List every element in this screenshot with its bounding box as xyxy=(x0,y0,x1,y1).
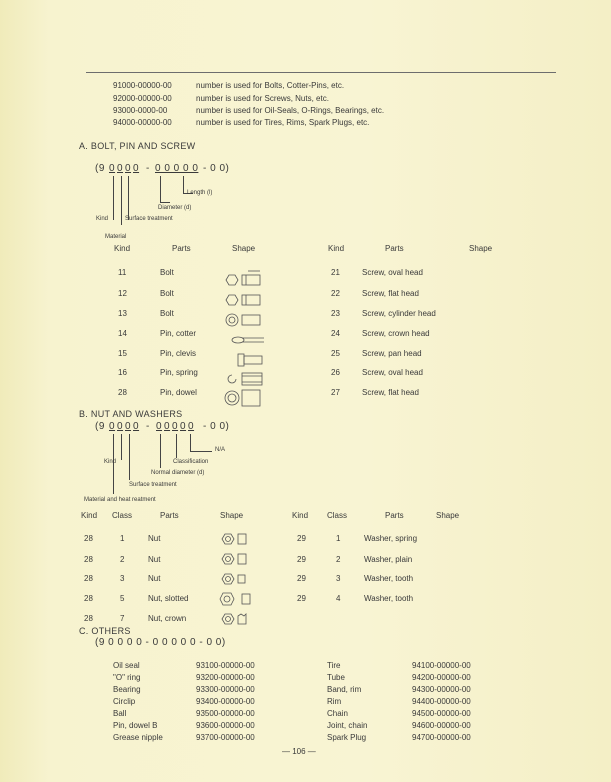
row-name: Ball xyxy=(113,709,127,718)
code-digit: 0 xyxy=(109,421,116,432)
code-digit: 0 xyxy=(164,421,171,432)
header-desc: number is used for Screws, Nuts, etc. xyxy=(196,94,329,103)
row-kind: 29 xyxy=(297,555,306,564)
row-name: Spark Plug xyxy=(327,733,367,742)
row-part: Washer, tooth xyxy=(364,574,414,583)
label-surface: Surface treatment xyxy=(129,482,177,488)
col-shape: Shape xyxy=(436,511,460,520)
code-open: (9 xyxy=(95,163,105,174)
header-desc: number is used for Bolts, Cotter-Pins, etc. xyxy=(196,81,345,90)
row-code: 93400-00000-00 xyxy=(196,697,255,706)
code-digit: 0 xyxy=(156,421,163,432)
row-name: Oil seal xyxy=(113,661,140,670)
label-surface: Surface treatment xyxy=(125,216,173,222)
col-kind: Kind xyxy=(328,244,345,253)
label-na: N/A xyxy=(215,447,226,453)
row-class: 1 xyxy=(336,534,341,543)
row-name: Band, rim xyxy=(327,685,362,694)
row-part: Screw, pan head xyxy=(362,349,422,358)
code-end: - 0 0) xyxy=(203,163,230,174)
col-shape: Shape xyxy=(469,244,493,253)
code-dash: - xyxy=(146,421,150,432)
code-digit: 0 xyxy=(109,163,116,174)
code-digit: 0 xyxy=(188,421,195,432)
row-class: 2 xyxy=(336,555,341,564)
row-code: 93200-00000-00 xyxy=(196,673,255,682)
row-class: 7 xyxy=(120,614,125,623)
label-diameter: Diameter (d) xyxy=(158,205,192,211)
nut-shape-3 xyxy=(222,574,245,584)
code-digit: 0 xyxy=(172,421,179,432)
row-class: 3 xyxy=(336,574,341,583)
row-part: Bolt xyxy=(160,289,174,298)
row-part: Nut xyxy=(148,555,161,564)
row-class: 3 xyxy=(120,574,125,583)
code-open: (9 xyxy=(95,421,105,432)
row-kind: 29 xyxy=(297,594,306,603)
row-kind: 26 xyxy=(331,368,340,377)
nut-shape-2 xyxy=(222,554,246,564)
pin-spring-shape xyxy=(228,373,262,385)
row-name: Chain xyxy=(327,709,348,718)
row-kind: 11 xyxy=(118,268,127,277)
row-part: Pin, cotter xyxy=(160,329,197,338)
code-end: - 0 0) xyxy=(203,421,230,432)
section-b-title: B. NUT AND WASHERS xyxy=(79,409,183,419)
bolt-hex-shape xyxy=(226,271,260,285)
row-name: Rim xyxy=(327,697,342,706)
row-part: Pin, dowel xyxy=(160,388,197,397)
row-part: Screw, flat head xyxy=(362,388,419,397)
row-code: 94400-00000-00 xyxy=(412,697,471,706)
row-kind: 25 xyxy=(331,349,340,358)
section-c-title: C. OTHERS xyxy=(79,626,131,636)
nut-slotted-shape xyxy=(220,593,250,605)
row-kind: 28 xyxy=(84,614,93,623)
row-part: Bolt xyxy=(160,268,174,277)
row-name: Tire xyxy=(327,661,341,670)
row-code: 93600-00000-00 xyxy=(196,721,255,730)
code-digit: 0 xyxy=(117,421,124,432)
row-part: Washer, tooth xyxy=(364,594,414,603)
row-kind: 27 xyxy=(331,388,340,397)
pin-dowel-shape xyxy=(225,390,260,406)
label-normal-diameter: Normal diameter (d) xyxy=(151,470,205,476)
row-part: Nut xyxy=(148,574,161,583)
row-kind: 13 xyxy=(118,309,127,318)
row-kind: 21 xyxy=(331,268,340,277)
row-part: Screw, crown head xyxy=(362,329,430,338)
label-kind: Kind xyxy=(96,216,109,222)
section-b-shape-drawings xyxy=(218,530,268,630)
row-kind: 28 xyxy=(84,555,93,564)
header-desc: number is used for Tires, Rims, Spark Plugs, etc. xyxy=(196,118,370,127)
row-code: 94700-00000-00 xyxy=(412,733,471,742)
col-parts: Parts xyxy=(385,244,404,253)
code-dash: - xyxy=(146,163,150,174)
row-code: 94300-00000-00 xyxy=(412,685,471,694)
row-code: 93700-00000-00 xyxy=(196,733,255,742)
header-code: 93000-0000-00 xyxy=(113,106,168,115)
row-name: Grease nipple xyxy=(113,733,163,742)
col-kind: Kind xyxy=(81,511,98,520)
row-name: Tube xyxy=(327,673,345,682)
row-code: 93500-00000-00 xyxy=(196,709,255,718)
pin-clevis-shape xyxy=(238,354,262,366)
row-part: Pin, spring xyxy=(160,368,198,377)
row-part: Washer, plain xyxy=(364,555,413,564)
label-length: Length (l) xyxy=(187,190,213,196)
row-class: 1 xyxy=(120,534,125,543)
header-code: 94000-00000-00 xyxy=(113,118,172,127)
code-digit: 0 xyxy=(180,421,187,432)
row-kind: 15 xyxy=(118,349,127,358)
code-part2: 0 0 0 0 0 xyxy=(155,163,199,174)
header-code: 92000-00000-00 xyxy=(113,94,172,103)
row-kind: 23 xyxy=(331,309,340,318)
row-kind: 29 xyxy=(297,574,306,583)
col-parts: Parts xyxy=(160,511,179,520)
row-kind: 16 xyxy=(118,368,127,377)
row-kind: 29 xyxy=(297,534,306,543)
row-part: Nut, slotted xyxy=(148,594,189,603)
row-kind: 28 xyxy=(118,388,127,397)
row-code: 94500-00000-00 xyxy=(412,709,471,718)
row-code: 94200-00000-00 xyxy=(412,673,471,682)
row-name: Joint, chain xyxy=(327,721,368,730)
bolt-flange-shape xyxy=(226,314,260,326)
row-code: 93100-00000-00 xyxy=(196,661,255,670)
row-kind: 28 xyxy=(84,594,93,603)
header-desc: number is used for Oil-Seals, O-Rings, Bearings, etc. xyxy=(196,106,385,115)
code-digit: 0 xyxy=(125,421,132,432)
col-kind: Kind xyxy=(292,511,309,520)
nut-crown-shape xyxy=(222,614,246,624)
col-parts: Parts xyxy=(172,244,191,253)
row-part: Screw, cylinder head xyxy=(362,309,436,318)
row-kind: 28 xyxy=(84,574,93,583)
section-a-shape-drawings xyxy=(218,268,288,408)
row-class: 2 xyxy=(120,555,125,564)
row-part: Screw, oval head xyxy=(362,368,423,377)
page-number: — 106 — xyxy=(282,747,316,756)
row-kind: 24 xyxy=(331,329,340,338)
row-name: Bearing xyxy=(113,685,141,694)
label-material: Material and heat reatment xyxy=(84,497,156,503)
col-class: Class xyxy=(112,511,133,520)
row-part: Nut, crown xyxy=(148,614,187,623)
row-name: Pin, dowel B xyxy=(113,721,158,730)
header-rule xyxy=(86,72,556,73)
row-kind: 14 xyxy=(118,329,127,338)
code-digit: 0 xyxy=(133,163,140,174)
row-kind: 12 xyxy=(118,289,127,298)
row-part: Washer, spring xyxy=(364,534,418,543)
section-a-title: A. BOLT, PIN AND SCREW xyxy=(79,141,196,151)
bolt-hex-shape-2 xyxy=(226,295,260,305)
code-digit: 0 xyxy=(133,421,140,432)
row-kind: 28 xyxy=(84,534,93,543)
code-digit: 0 xyxy=(117,163,124,174)
pin-cotter-shape xyxy=(232,337,264,343)
nut-shape xyxy=(222,534,246,544)
label-material: Material xyxy=(105,234,127,240)
row-class: 5 xyxy=(120,594,125,603)
label-kind: Kind xyxy=(104,459,117,465)
row-part: Screw, flat head xyxy=(362,289,419,298)
row-part: Nut xyxy=(148,534,161,543)
row-part: Pin, clevis xyxy=(160,349,197,358)
row-code: 94100-00000-00 xyxy=(412,661,471,670)
row-code: 93300-00000-00 xyxy=(196,685,255,694)
col-shape: Shape xyxy=(220,511,244,520)
col-parts: Parts xyxy=(385,511,404,520)
code-digit: 0 xyxy=(125,163,132,174)
row-part: Bolt xyxy=(160,309,174,318)
section-c-code: (9 0 0 0 0 - 0 0 0 0 0 - 0 0) xyxy=(95,637,226,648)
row-class: 4 xyxy=(336,594,341,603)
row-name: Circlip xyxy=(113,697,136,706)
col-class: Class xyxy=(327,511,348,520)
col-shape: Shape xyxy=(232,244,256,253)
row-name: "O" ring xyxy=(113,673,141,682)
row-part: Screw, oval head xyxy=(362,268,423,277)
col-kind: Kind xyxy=(114,244,131,253)
header-code: 91000-00000-00 xyxy=(113,81,172,90)
row-kind: 22 xyxy=(331,289,340,298)
label-classification: Classification xyxy=(173,459,209,465)
row-code: 94600-00000-00 xyxy=(412,721,471,730)
